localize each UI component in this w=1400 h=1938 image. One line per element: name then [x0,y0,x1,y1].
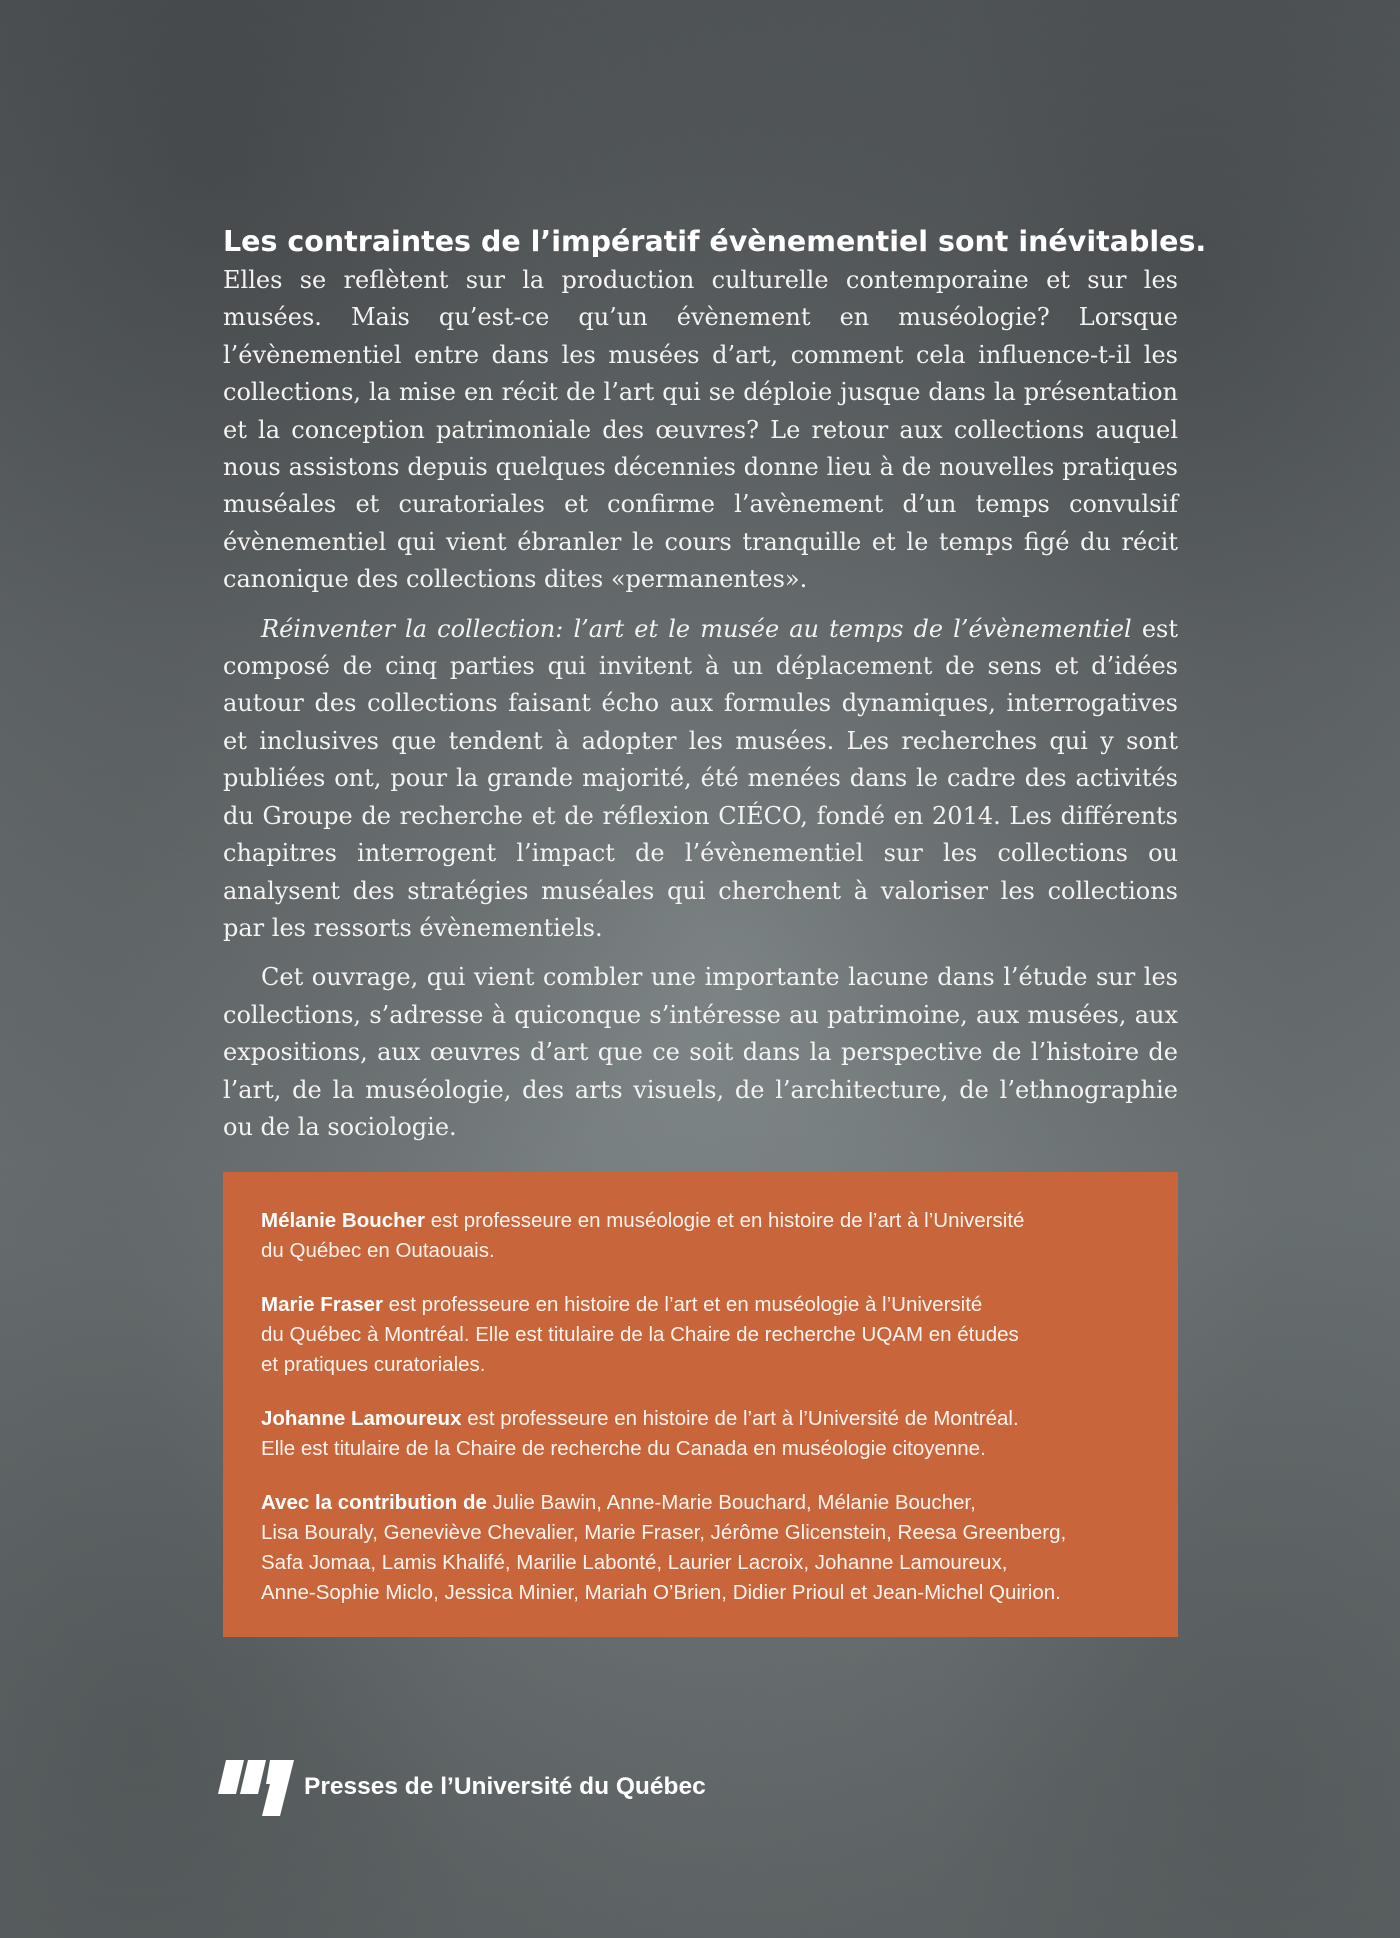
publisher-block [218,1758,706,1816]
book-title: Réinventer la collection: l’art et le musée au temps de l’évènementiel [261,614,1132,643]
bio-line: Anne-Sophie Miclo, Jessica Minier, Mariah O’Brien, Didier Prioul et Jean-Michel Quirion. [261,1581,1061,1604]
bio-line: Lisa Bouraly, Geneviève Chevalier, Marie Fraser, Jérôme Glicenstein, Reesa Greenberg, [261,1521,1067,1544]
bio-fraser [261,1290,1140,1380]
bio-line: du Québec en Outaouais. [261,1239,495,1262]
bio-line: Safa Jomaa, Lamis Khalifé, Marilie Labonté, Laurier Lacroix, Johanne Lamoureux, [261,1551,1008,1574]
publisher-name: Presses de l’Université du Québec [304,1773,706,1800]
bio-line: est professeure en histoire de l’art et en muséologie à l’Université [382,1293,983,1316]
headline: Les contraintes de l’impératif évènementiel sont inévitables. [223,225,1207,258]
contributors [261,1488,1140,1608]
bio-lamoureux [261,1404,1140,1464]
author-bios-box [223,1172,1178,1637]
bio-name: Mélanie Boucher [261,1209,426,1232]
bio-line: et pratiques curatoriales. [261,1353,486,1376]
bio-name: Marie Fraser [261,1293,383,1316]
bio-line: est professeure en muséologie et en histoire de l’art à l’Université [425,1209,1025,1232]
bio-name: Johanne Lamoureux [261,1407,462,1430]
bio-line: Elle est titulaire de la Chaire de recherche du Canada en muséologie citoyenne. [261,1437,986,1460]
bio-line: Julie Bawin, Anne-Marie Bouchard, Mélanie Boucher, [486,1491,976,1514]
contributors-label: Avec la contribution de [261,1491,487,1514]
bio-line: du Québec à Montréal. Elle est titulaire de la Chaire de recherche UQAM en études [261,1323,1019,1346]
puq-logo-icon [218,1758,296,1816]
summary-paragraph-3: Cet ouvrage, qui vient combler une importante lacune dans l’étude sur les collections, s’adresse à quiconque s’intéresse au patrimoine, aux musées, aux expositions, aux œuvres d’art que ce soit dans la perspective de l’histoire de l’art, de la muséologie, des arts visuels, de l’architecture, de l’ethnographie ou de la sociologie. [223,963,1178,1141]
summary-paragraph-2-text: est composé de cinq parties qui invitent à un déplacement de sens et d’idées autour des collections faisant écho aux formules dynamiques, interrogatives et inclusives que tendent à adopter les musées. Les recherches qui y sont publiées ont, pour la grande majorité, été menées dans le cadre des activités du Groupe de recherche et de réflexion CIÉCO, fondé en 2014. Les différents chapitres interrogent l’impact de l’évènementiel sur les collections ou analysent des stratégies muséales qui cherchent à valoriser les collections par les ressorts évènementiels. [223,614,1179,942]
back-cover-summary [223,222,1207,1146]
summary-paragraph-1: Elles se reflètent sur la production culturelle contemporaine et sur les musées. Mais qu’est-ce qu’un évènement en muséologie? Lorsque l’évènementiel entre dans les musées d’art, comment cela influence-t-il les collections, la mise en récit de l’art qui se déploie jusque dans la présentation et la conception patrimoniale des œuvres? Le retour aux collections auquel nous assistons depuis quelques décennies donne lieu à de nouvelles pratiques muséales et curatoriales et confirme l’avènement d’un temps convulsif évènementiel qui vient ébranler le cours tranquille et le temps figé du récit canonique des collections dites «permanentes». [223,266,1178,594]
bio-boucher [261,1206,1140,1266]
bio-line: est professeure en histoire de l’art à l’Université de Montréal. [461,1407,1019,1430]
summary-paragraph-2 [223,611,1178,948]
